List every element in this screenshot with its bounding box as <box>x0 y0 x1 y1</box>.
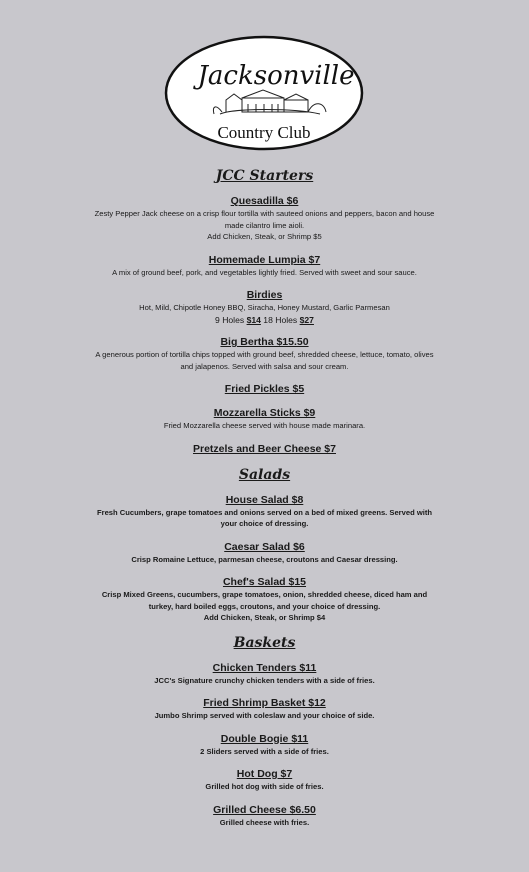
menu-item-name: Caesar Salad $6 <box>224 540 305 553</box>
menu-item-description: Grilled cheese with fries. <box>219 817 310 827</box>
menu-item-description: Hot, Mild, Chipotle Honey BBQ, Siracha, Honey Mustard, Garlic Parmesan <box>139 303 390 312</box>
price-value: $14 <box>246 314 261 325</box>
menu-item-description: and jalapenos. Served with salsa and sour cream. <box>180 361 349 371</box>
menu-item-description: Fresh Cucumbers, grape tomatoes and onions served on a bed of mixed greens. Served with <box>96 507 433 517</box>
menu-item-name: Mozzarella Sticks $9 <box>213 407 316 419</box>
menu-item-description: Crisp Mixed Greens, cucumbers, grape tomatoes, onion, shredded cheese, diced ham and <box>101 590 428 599</box>
menu-item-name: Hot Dog $7 <box>236 768 293 780</box>
logo-script-text: Jacksonville <box>197 61 355 91</box>
menu-item-name: Chicken Tenders $11 <box>212 661 317 674</box>
menu-item <box>0 254 529 279</box>
logo-emblem <box>164 34 364 152</box>
menu-item-description: JCC's Signature crunchy chicken tenders with a side of fries. <box>154 675 375 685</box>
menu-item <box>0 697 529 722</box>
menu-item <box>0 195 529 243</box>
menu-item-name: Pretzels and Beer Cheese $7 <box>193 442 336 455</box>
menu-item <box>0 407 529 432</box>
menu-item-name: Double Bogie $11 <box>220 732 309 745</box>
menu-item-description: Fried Mozzarella cheese served with house made marinara. <box>163 421 366 430</box>
menu-item-name: Fried Shrimp Basket $12 <box>203 697 326 709</box>
price-label: 18 Holes <box>260 314 300 325</box>
menu-item-description: Crisp Romaine Lettuce, parmesan cheese, croutons and Caesar dressing. <box>131 554 398 564</box>
menu-item-name: Fried Pickles $5 <box>224 383 305 395</box>
menu-item <box>0 768 529 793</box>
menu-item-name: Birdies <box>246 289 283 301</box>
menu-item-prices <box>0 315 529 326</box>
menu-item-description: turkey, hard boiled eggs, croutons, and your choice of dressing. <box>148 601 381 611</box>
menu-item <box>0 289 529 325</box>
menu-item-name: Homemade Lumpia $7 <box>208 253 321 266</box>
menu-item <box>0 804 529 829</box>
price-value: $27 <box>299 314 314 325</box>
menu-item-name: Quesadilla $6 <box>230 195 299 207</box>
menu-item-description: Add Chicken, Steak, or Shrimp $5 <box>207 232 322 241</box>
menu-item <box>0 541 529 566</box>
menu-item-name: Big Bertha $15.50 <box>220 336 309 348</box>
menu-item <box>0 733 529 758</box>
menu-item-description: A generous portion of tortilla chips topped with ground beef, shredded cheese, lettuce, tomato, olives <box>95 350 434 359</box>
section-title: Salads <box>238 466 291 483</box>
menu-body <box>0 168 529 839</box>
menu-item <box>0 576 529 624</box>
menu-item <box>0 383 529 396</box>
menu-item-name: Grilled Cheese $6.50 <box>213 803 316 816</box>
menu-item <box>0 662 529 687</box>
price-label: 9 Holes <box>215 314 247 325</box>
section-title: Baskets <box>233 634 296 651</box>
menu-item <box>0 443 529 456</box>
menu-section <box>0 467 529 624</box>
menu-section <box>0 635 529 829</box>
menu-item-description: Grilled hot dog with side of fries. <box>205 782 324 791</box>
menu-section <box>0 168 529 456</box>
section-title: JCC Starters <box>215 168 314 184</box>
menu-item-description: made cilantro lime aioli. <box>224 220 305 230</box>
menu-item <box>0 494 529 530</box>
club-logo <box>164 34 364 152</box>
menu-item-description: 2 Sliders served with a side of fries. <box>200 746 329 756</box>
menu-item-description: A mix of ground beef, pork, and vegetables lightly fried. Served with sweet and sour sauce. <box>112 267 417 277</box>
menu-item-description: Jumbo Shrimp served with coleslaw and your choice of side. <box>154 711 375 720</box>
menu-item <box>0 336 529 372</box>
menu-item-name: Chef's Salad $15 <box>222 576 307 588</box>
menu-item-description: your choice of dressing. <box>220 519 309 528</box>
menu-item-description: Add Chicken, Steak, or Shrimp $4 <box>203 613 326 622</box>
menu-item-name: House Salad $8 <box>225 493 304 506</box>
logo-subtitle: Country Club <box>217 123 311 142</box>
menu-item-description: Zesty Pepper Jack cheese on a crisp flour tortilla with sauteed onions and peppers, bacon and house <box>94 209 435 218</box>
